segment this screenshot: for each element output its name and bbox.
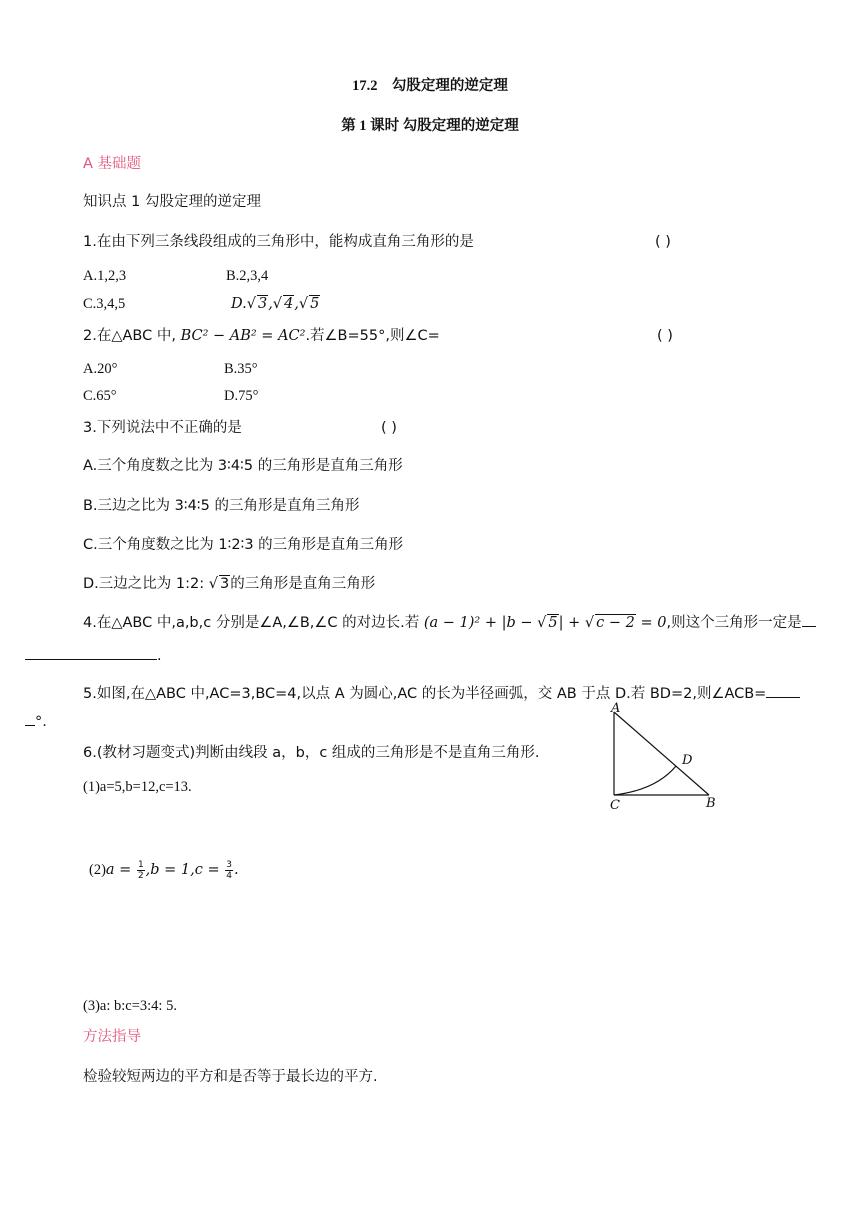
q2-stem: 2.在△ABC 中, BC² − AB² = AC².若∠B=55°,则∠C= [83, 328, 440, 344]
q1-option-c: C.3,4,5 [83, 296, 126, 312]
triangle-figure [596, 700, 726, 816]
q4-answer-blank: . [25, 646, 162, 666]
q6-part2: (2)a = $\frac{1}{2}$ ,b = 1,c = $\frac{3}{4}$ . [89, 859, 239, 881]
q1-stem: 1.在由下列三条线段组成的三角形中，能构成直角三角形的是 [83, 234, 474, 250]
q6-part3: (3)a: b:c=3:4: 5. [83, 998, 177, 1014]
q3-option-a: A.三个角度数之比为 3∶4∶5 的三角形是直角三角形 [83, 458, 403, 474]
q1-option-d: D.√ 3,√ 4,√ 5 [231, 296, 320, 312]
q4-equation: (a − 1)² + |b − √ 5| + √ c − 2 = 0 [423, 615, 667, 631]
q2-equation: BC² − AB² = AC² [180, 328, 306, 344]
label-a: A [611, 701, 621, 716]
q2-option-c: C.65° [83, 388, 117, 404]
knowledge-point-heading: 知识点 1 勾股定理的逆定理 [83, 194, 261, 210]
q2-option-a: A.20° [83, 361, 118, 377]
q1-option-a: A.1,2,3 [83, 268, 127, 284]
q2-answer-paren: ( ) [657, 328, 673, 344]
q2-option-d: D.75° [224, 388, 259, 404]
q3-option-b: B.三边之比为 3∶4∶5 的三角形是直角三角形 [83, 498, 360, 514]
q5-answer-blank: °. [25, 712, 47, 732]
label-d: D [682, 753, 693, 768]
method-text: 检验较短两边的平方和是否等于最长边的平方. [83, 1069, 378, 1085]
q3-option-d: D.三边之比为 1:2: √ 3的三角形是直角三角形 [83, 576, 376, 592]
q4-stem: 4.在△ABC 中,a,b,c 分别是∠A,∠B,∠C 的对边长.若 (a − 1)² + |b − √ 5| + √ c − 2 = 0,则这个三角形一定是 [83, 613, 816, 633]
q6-stem: 6.(教材习题变式)判断由线段 a，b，c 组成的三角形是不是直角三角形. [83, 745, 540, 761]
page-title: 17.2 勾股定理的逆定理 [352, 78, 508, 94]
q1-option-b: B.2,3,4 [226, 268, 269, 284]
q3-option-c: C.三个角度数之比为 1∶2∶3 的三角形是直角三角形 [83, 537, 404, 553]
arc-cd [614, 766, 676, 795]
q1-answer-paren: ( ) [655, 234, 671, 250]
section-a-heading: A 基础题 [83, 156, 142, 172]
side-ab [614, 712, 709, 795]
label-c: C [610, 798, 620, 813]
q6-part1: (1)a=5,b=12,c=13. [83, 779, 192, 795]
q5-stem: 5.如图,在△ABC 中,AC=3,BC=4,以点 A 为圆心,AC 的长为半径画弧，交 AB 于点 D.若 BD=2,则∠ACB= [83, 684, 800, 704]
q3-stem: 3.下列说法中不正确的是 [83, 420, 242, 436]
label-b: B [706, 796, 716, 811]
q2-option-b: B.35° [224, 361, 258, 377]
q3-answer-paren: ( ) [381, 420, 397, 436]
page-subtitle: 第 1 课时 勾股定理的逆定理 [341, 118, 519, 134]
method-heading: 方法指导 [83, 1029, 141, 1045]
